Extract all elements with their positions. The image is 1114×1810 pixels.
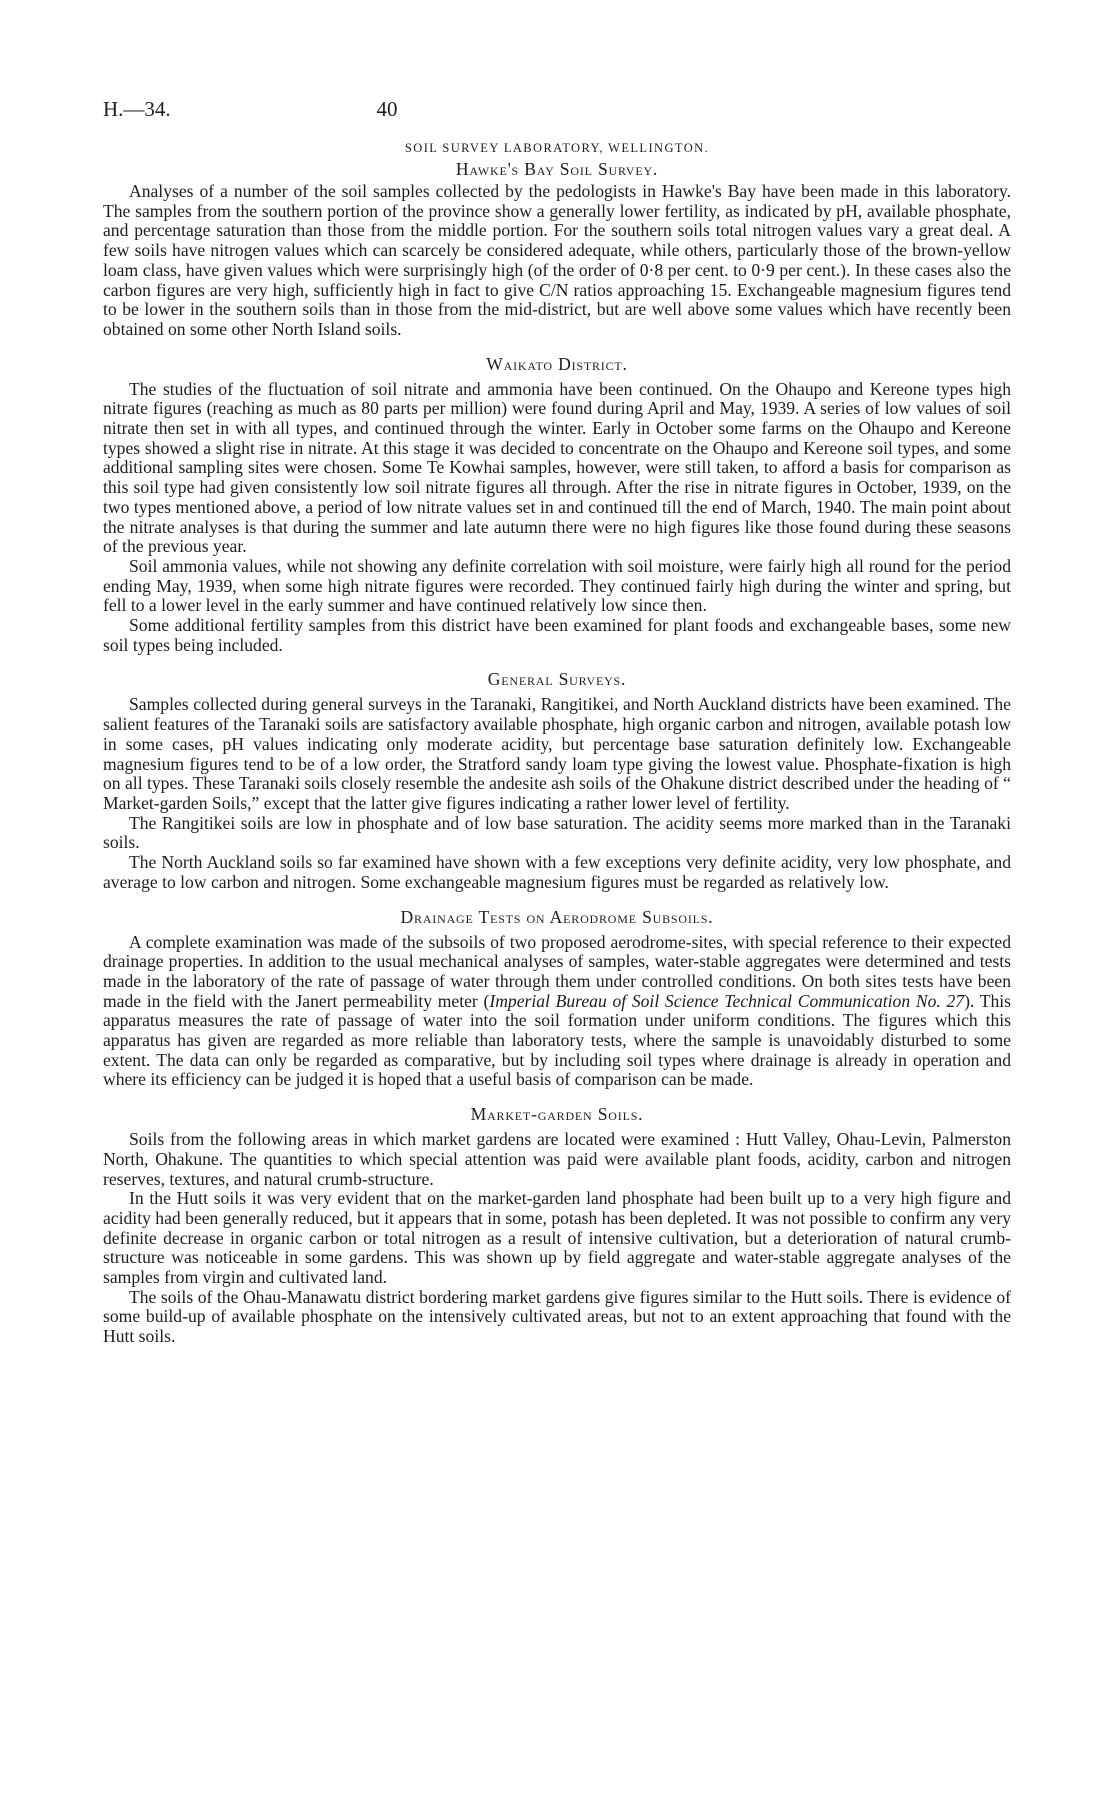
section-heading-hawkes-bay: Hawke's Bay Soil Survey. — [455, 159, 659, 179]
section-heading-waikato: Waikato District. — [486, 353, 628, 374]
paragraph: Some additional fertility samples from this district have been examined for plant foods and exchangeable bases, some new soil types being included. — [103, 615, 1011, 655]
paragraph-text: ). This apparatus measures the rate of passage of water into the soil formation under uniform conditions. The figures which this apparatus has given are regarded as more reliable than laboratory tests, where the sample is unavoidably disturbed to some extent. The data can only be regarded as comparative, but by including soil types where drainage is already in operation and where its efficiency can be judged it is hoped that a useful basis of comparison can be made. — [103, 990, 1011, 1090]
section-heading-general-surveys: General Surveys. — [487, 669, 627, 690]
paragraph: The North Auckland soils so far examined have shown with a few exceptions very definite acidity, very low phosphate, and average to low carbon and nitrogen. Some exchangeable magnesium figures must be regarded as relatively low. — [103, 852, 1011, 892]
paragraph: The soils of the Ohau-Manawatu district bordering market gardens give figures similar to the Hutt soils. There is evidence of some build-up of available phosphate on the intensively cultivated areas, but not to an extent approaching that found with the Hutt soils. — [103, 1286, 1011, 1347]
paragraph-text: A complete examination was made of the subsoils of two proposed aerodrome-sites, with special reference to their expected drainage properties. In addition to the usual mechanical analyses of samples, water-stable aggregates were determined and tests made in the laboratory of the rate of passage of water through them under controlled conditions. On both sites tests have been made in the field with the Janert permeability meter ( — [103, 931, 1011, 1011]
running-header — [103, 94, 1011, 124]
paragraph: Soil ammonia values, while not showing any definite correlation with soil moisture, were fairly high all round for the period ending May, 1939, when some high nitrate figures were recorded. They continued fairly high during the winter and spring, but fell to a lower level in the early summer and have continued relatively low since then. — [103, 555, 1011, 616]
paragraph-drainage — [103, 933, 1011, 1091]
paragraph: The studies of the fluctuation of soil nitrate and ammonia have been continued. On the Ohaupo and Kereone types high nitrate figures (reaching as much as 80 parts per million) were found during April and May, 1939. A series of low values of soil nitrate then set in with all types, and continued through the winter. Early in October some farms on the Ohaupo and Kereone types showed a slight rise in nitrate. At this stage it was decided to concentrate on the Ohaupo and Kereone soil types, and some additional sampling sites were chosen. Some Te Kowhai samples, however, were still taken, to afford a basis for comparison as this soil type had given consistently low soil nitrate figures all through. After the rise in nitrate figures in October, 1939, on the two types mentioned above, a period of low nitrate values set in and continued till the end of March, 1940. The main point about the nitrate analyses is that during the summer and late autumn there were no high figures like those found during these seasons of the previous year. — [103, 378, 1011, 557]
paragraph: Soils from the following areas in which market gardens are located were examined : Hutt Valley, Ohau-Levin, Palmerston North, Ohakune. The quantities to which special attention was paid were available plant foods, acidity, carbon and nitrogen reserves, textures, and natural crumb-structure. — [103, 1129, 1011, 1189]
citation-italic: Imperial Bureau of Soil Science Technical Communication No. 27 — [489, 990, 965, 1011]
section-heading-market-garden: Market-garden Soils. — [470, 1104, 644, 1125]
document-reference: H.—34. — [103, 97, 171, 121]
paragraph: The Rangitikei soils are low in phosphate and of low base saturation. The acidity seems more marked than in the Taranaki soils. — [103, 812, 1011, 853]
page-number: 40 — [376, 97, 398, 121]
section-heading-drainage-tests: Drainage Tests on Aerodrome Subsoils. — [400, 906, 714, 927]
page-title: SOIL SURVEY LABORATORY, WELLINGTON. — [404, 141, 710, 155]
paragraph: Samples collected during general surveys in the Taranaki, Rangitikei, and North Auckland districts have been examined. The salient features of the Taranaki soils are satisfactory available phosphate, high organic carbon and nitrogen, available potash low in some cases, pH values indicating only moderate acidity, but percentage base saturation definitely low. Exchangeable magnesium figures tend to be of a low order, the Stratford sandy loam type giving the lowest value. Phosphate-fixation is high on all types. These Taranaki soils closely resemble the andesite ash soils of the Ohakune district described under the heading of “ Market-garden Soils,” except that the latter give figures indicating a rather lower level of fertility. — [103, 694, 1011, 813]
page-content — [103, 140, 1011, 1347]
paragraph: Analyses of a number of the soil samples collected by the pedologists in Hawke's Bay have been made in this laboratory. The samples from the southern portion of the province show a generally lower fertility, as indicated by pH, available phosphate, and percentage saturation than those from the middle portion. For the southern soils total nitrogen values vary a great deal. A few soils have nitrogen values which can scarcely be considered adequate, while others, particularly those of the brown-yellow loam class, have given values which were surprisingly high (of the order of 0·8 per cent. to 0·9 per cent.). In these cases also the carbon figures are very high, sufficiently high in fact to give C/N ratios approaching 15. Exchangeable magnesium figures tend to be lower in the southern soils than in those from the mid-district, but are well above some values which have recently been obtained on some other North Island soils. — [103, 181, 1011, 339]
paragraph: In the Hutt soils it was very evident that on the market-garden land phosphate had been built up to a very high figure and acidity had been generally reduced, but it appears that in some, potash has been depleted. It was not possible to confirm any very definite decrease in organic carbon or total nitrogen as a result of intensive cultivation, but a deterioration of natural crumb-structure was noticeable in some gardens. This was shown up by field aggregate and water-stable aggregate analyses of the samples from virgin and cultivated land. — [103, 1188, 1011, 1288]
